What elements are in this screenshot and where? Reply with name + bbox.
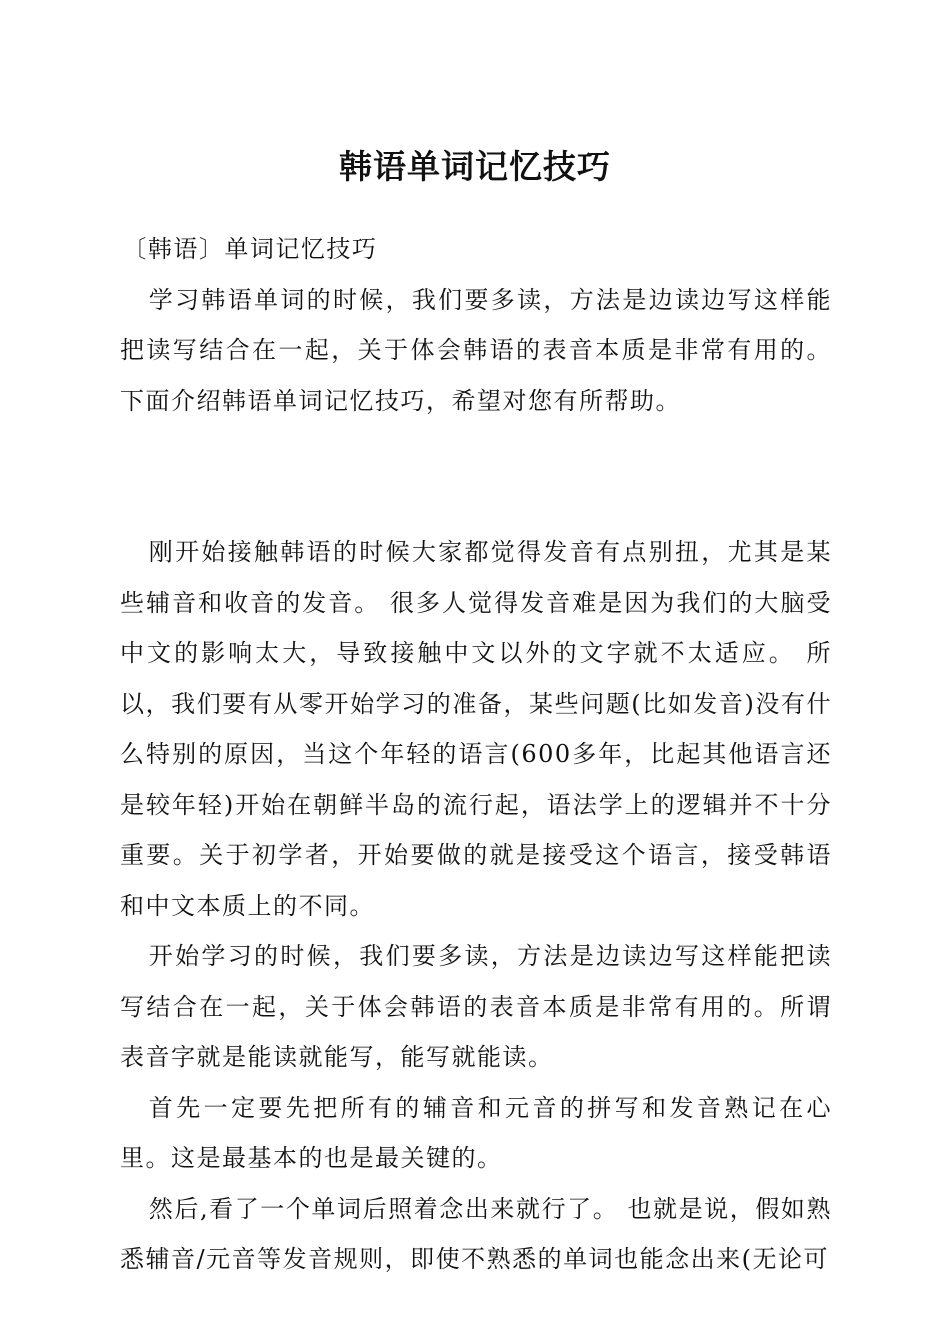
intro-paragraph: 学习韩语单词的时候，我们要多读，方法是边读边写这样能把读写结合在一起，关于体会韩语的表音本质是非常有用的。下面介绍韩语单词记忆技巧，希望对您有所帮助。 (120, 285, 832, 415)
subheading: 〔韩语〕单词记忆技巧 (122, 235, 378, 263)
document-title: 韩语单词记忆技巧 (339, 147, 611, 186)
paragraph-gap (120, 477, 832, 528)
paragraph-3: 首先一定要先把所有的辅音和元音的拼写和发音熟记在心里。这是最基本的也是最关键的。 (120, 1093, 832, 1172)
paragraph-gap (120, 426, 832, 477)
paragraph-2: 开始学习的时候，我们要多读，方法是边读边写这样能把读写结合在一起，关于体会韩语的表音本质是非常有用的。所谓表音字就是能读就能写，能写就能读。 (120, 942, 832, 1071)
document-body (120, 224, 832, 1285)
paragraph-4: 然后,看了一个单词后照着念出来就行了。 也就是说，假如熟悉辅音/元音等发音规则，即使不熟悉的单词也能念出来(无论可 (120, 1194, 832, 1273)
paragraph-1: 刚开始接触韩语的时候大家都觉得发音有点别扭，尤其是某些辅音和收音的发音。 很多人觉得发音难是因为我们的大脑受中文的影响太大，导致接触中文以外的文字就不太适应。 所以，我们要有从零开始学习的准备，某些问题(比如发音)没有什么特别的原因，当这个年轻的语言(600多年，比起其他语言还是较年轻)开始在朝鲜半岛的流行起，语法学上的逻辑并不十分重要。关于初学者，开始要做的就是接受这个语言，接受韩语和中文本质上的不同。 (120, 538, 832, 920)
